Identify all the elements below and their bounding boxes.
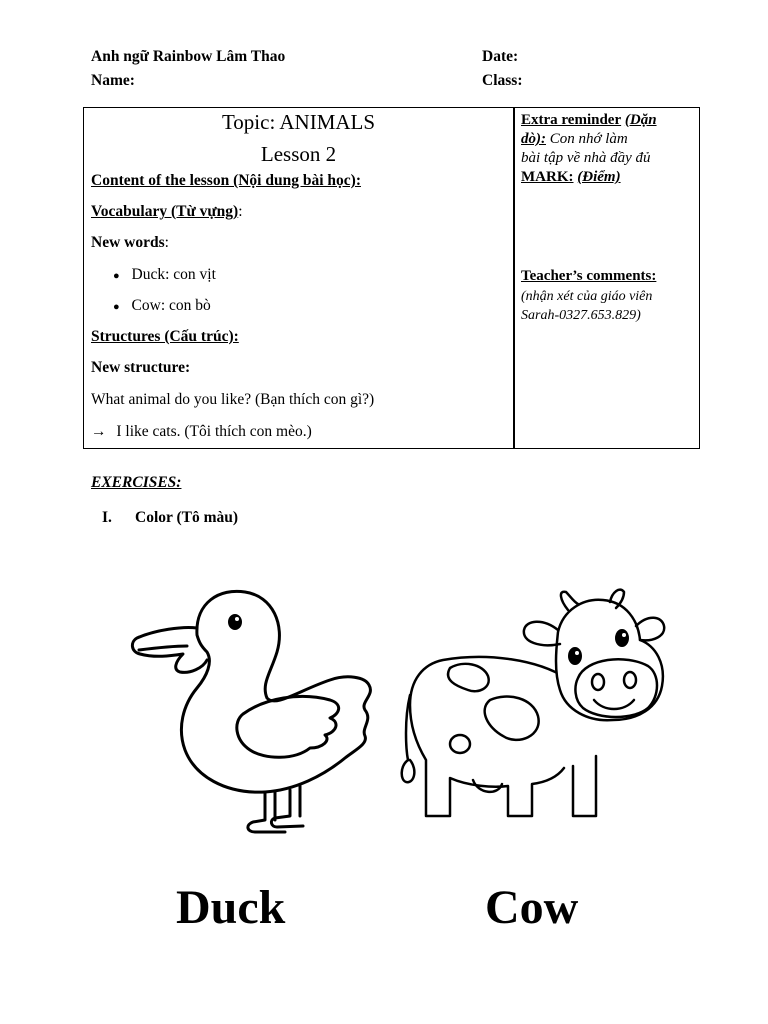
structures-heading: Structures (Cấu trúc): — [91, 328, 239, 345]
exercise-label: Color (Tô màu) — [135, 509, 239, 526]
reminder-text-2: bài tập về nhà đầy đủ — [521, 150, 651, 166]
duck-outline-icon — [125, 580, 380, 845]
mark-label: MARK: — [521, 169, 574, 185]
word-text: Cow: con bò — [131, 297, 211, 314]
word-item-cow — [113, 297, 211, 315]
vocabulary-line — [91, 203, 243, 221]
mark-line — [521, 168, 621, 187]
bullet-icon: ● — [113, 270, 120, 282]
topic-title: Topic: ANIMALS — [221, 110, 376, 134]
school-name: Anh ngữ Rainbow Lâm Thao — [91, 48, 286, 65]
reminder-vi-2: dò): — [521, 131, 546, 147]
structure-question: What animal do you like? (Bạn thích con gì?) — [91, 391, 375, 408]
reminder-line-2 — [521, 130, 628, 149]
cow-outline-icon — [398, 580, 673, 840]
word-item-duck — [113, 266, 216, 284]
name-label: Name: — [91, 72, 135, 89]
exercises-heading: EXERCISES: — [91, 474, 182, 491]
vocabulary-colon: : — [238, 203, 243, 220]
structure-answer: I like cats. (Tôi thích con mèo.) — [116, 423, 312, 440]
new-words-line — [91, 234, 169, 252]
structure-answer-line — [91, 423, 312, 441]
reminder-vi-1: (Dặn — [624, 112, 657, 128]
class-label: Class: — [482, 72, 523, 89]
reminder-label: Extra reminder — [521, 112, 622, 128]
duck-label: Duck — [176, 881, 286, 934]
date-label: Date: — [482, 48, 519, 65]
content-heading: Content of the lesson (Nội dung bài học): — [91, 172, 361, 189]
bullet-icon: ● — [113, 301, 120, 313]
reminder-line-1 — [521, 111, 657, 130]
new-words-colon: : — [164, 234, 169, 251]
teacher-comments-line-1: (nhận xét của giáo viên — [521, 289, 653, 304]
reminder-text-1: Con nhớ làm — [549, 131, 628, 147]
vocabulary-heading: Vocabulary (Từ vựng) — [91, 203, 239, 220]
word-text: Duck: con vịt — [131, 266, 216, 283]
lesson-box-divider — [513, 107, 515, 449]
new-words-label: New words — [91, 234, 165, 251]
arrow-icon: → — [91, 423, 107, 440]
cow-label: Cow — [485, 881, 579, 934]
new-structure-label: New structure: — [91, 359, 191, 376]
teacher-comments-label: Teacher’s comments: — [521, 268, 657, 284]
lesson-number: Lesson 2 — [260, 142, 337, 166]
teacher-comments-line-2: Sarah-0327.653.829) — [521, 308, 641, 323]
exercise-number: I. — [102, 509, 112, 526]
mark-vi: (Điểm) — [577, 169, 621, 185]
